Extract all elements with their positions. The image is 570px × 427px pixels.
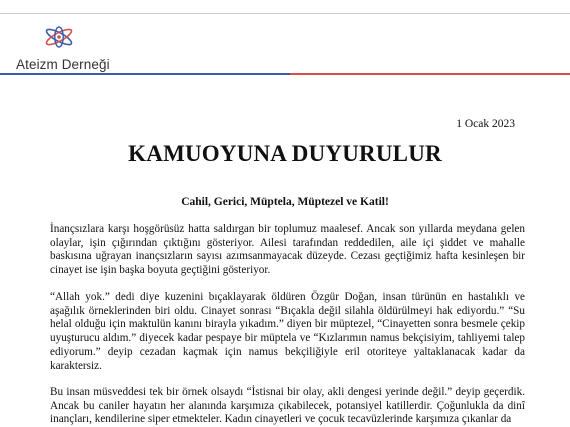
document-date: 1 Ocak 2023	[456, 118, 515, 130]
top-divider	[0, 13, 570, 14]
header-rule-red	[290, 73, 570, 75]
atom-logo-icon	[42, 26, 76, 54]
paragraph-2: “Allah yok.” dedi diye kuzenini bıçaklayarak öldüren Özgür Doğan, insan türünün en hastalıklı ve aşağılık örneklerinden biri oldu. Cinayet sonrası “Bıçakla değil silahla öldürülmeyi hak ediyordu.” “Su helal olduğu için maktulün kanını birayla yıkadım.” diyen bir müptezel, “Cinayetten sonra besmele çekip uyuşturucu aldım.” diyecek kadar pespaye bir müptela ve “Kızlarımın namus bekçisiyim, tahliyemi talep ediyorum.” deyip cezadan kaçmak için namus bekçiliğiyle eril otoriteye yaltaklanacak kadar da karaktersiz.	[50, 291, 525, 372]
document-subtitle: Cahil, Gerici, Müptela, Müptezel ve Katil!	[181, 196, 389, 208]
paragraph-1: İnançsızlara karşı hoşgörüsüz hatta saldırgan bir toplumuz maalesef. Ancak son yıllarda meydana gelen olaylar, işin çığırından çıktığını gösteriyor. Ailesi tarafından reddedilen, aile içi şiddet ve mahalle baskısına uğrayan inançsızların sayısı azımsanmayacak düzeyde. Cezası geçtiğimiz hafta kesinleşen bir cinayet ise işin başka boyuta geçtiğini gösteriyor.	[50, 223, 525, 277]
document-title: KAMUOYUNA DUYURULUR	[128, 141, 442, 166]
paragraph-3: Bu insan müsveddesi tek bir örnek olsaydı “İstisnai bir olay, akli dengesi yerinde değil.” deyip geçerdik. Ancak bu caniler hayatın her alanında karşımıza çıkabilecek, potansiyel katillerdir. Çoğunlukla da dinî inançları, kendilerine siper etmekteler. Kadın cinayetleri ve çocuk tecavüzlerinde karşımıza çıkanlar da	[50, 386, 525, 426]
org-logo	[16, 26, 126, 76]
header-rule-blue	[0, 73, 290, 75]
org-name: Ateizm Derneği	[16, 57, 110, 72]
